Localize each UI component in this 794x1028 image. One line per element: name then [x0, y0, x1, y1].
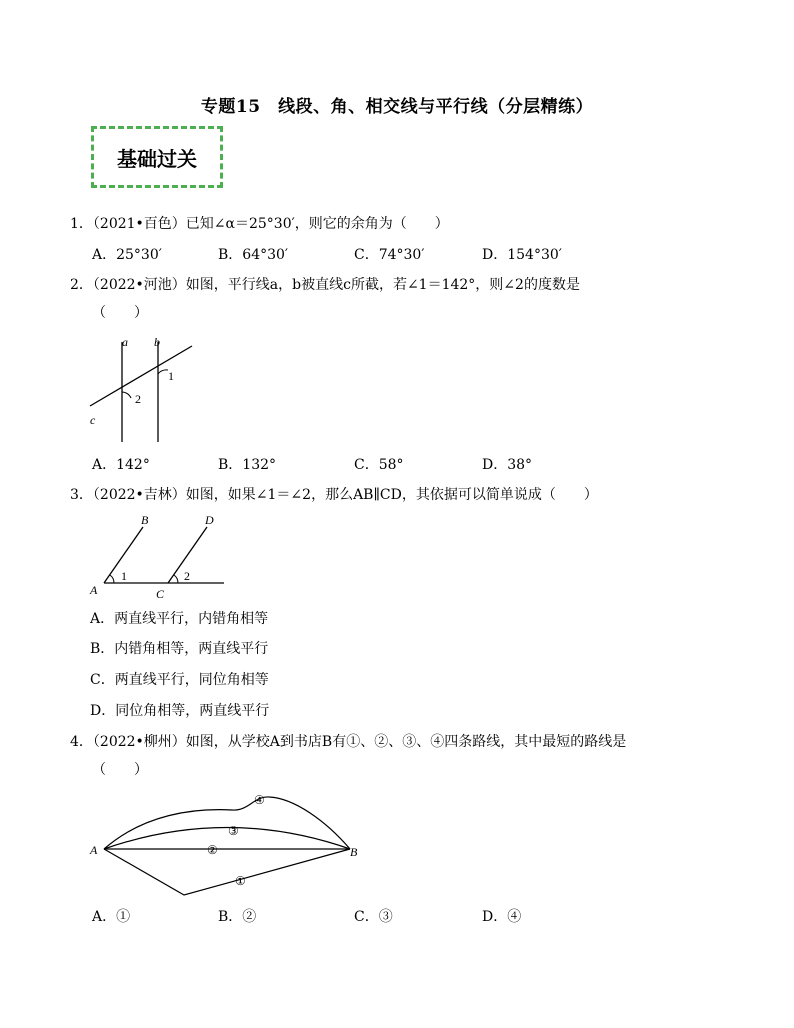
- question-4-paren: （ ）: [92, 762, 148, 778]
- q1-option-d[interactable]: D．154°30′: [482, 247, 562, 263]
- q2-option-a[interactable]: A．142°: [92, 457, 150, 473]
- q1-option-c[interactable]: C．74°30′: [354, 247, 425, 263]
- label-C: C: [156, 587, 165, 601]
- label-angle-1: 1: [168, 369, 174, 383]
- label-angle-1: 1: [121, 569, 127, 583]
- page-title: 专题15 线段、角、相交线与平行线（分层精练）: [200, 97, 594, 117]
- q4-figure: [84, 786, 374, 902]
- label-route-3: ③: [228, 824, 239, 838]
- label-A: A: [90, 583, 98, 597]
- label-angle-2: 2: [135, 392, 141, 406]
- label-B: B: [141, 513, 149, 527]
- label-a: a: [122, 335, 128, 349]
- transversal-c: [90, 346, 192, 406]
- q2-option-d[interactable]: D．38°: [482, 457, 533, 473]
- angle-2-arc: [122, 392, 131, 398]
- q1-option-a[interactable]: A．25°30′: [92, 247, 162, 263]
- q3-option-c[interactable]: C．两直线平行，同位角相等: [90, 672, 269, 688]
- q2-figure: [80, 332, 200, 444]
- label-angle-2: 2: [184, 569, 190, 583]
- q4-option-d[interactable]: D．④: [482, 909, 522, 925]
- label-A: A: [90, 843, 98, 857]
- angle-1-arc: [158, 370, 168, 374]
- q3-option-b[interactable]: B．内错角相等，两直线平行: [90, 641, 269, 657]
- question-3-text: 3．（2022•吉林）如图，如果∠1＝∠2，那么AB∥CD，其依据可以简单说成（ ）: [70, 487, 598, 503]
- label-route-1: ①: [235, 874, 246, 888]
- label-D: D: [205, 513, 214, 527]
- q4-option-b[interactable]: B．②: [218, 909, 257, 925]
- q3-figure: [86, 510, 231, 602]
- angle-1-arc: [110, 575, 114, 583]
- q4-option-c[interactable]: C．③: [354, 909, 393, 925]
- question-4-text: 4．（2022•柳州）如图，从学校A到书店B有①、②、③、④四条路线，其中最短的路线是: [70, 734, 627, 750]
- q2-option-c[interactable]: C．58°: [354, 457, 404, 473]
- label-B: B: [350, 845, 358, 859]
- route-3: [104, 828, 350, 850]
- q4-option-a[interactable]: A．①: [92, 909, 131, 925]
- label-route-2: ②: [207, 843, 218, 857]
- route-4: [104, 797, 350, 849]
- angle-2-arc: [174, 575, 178, 583]
- q3-option-d[interactable]: D．同位角相等，两直线平行: [90, 703, 270, 719]
- question-1-text: 1．（2021•百色）已知∠α＝25°30′，则它的余角为（ ）: [70, 216, 449, 232]
- q1-option-b[interactable]: B．64°30′: [218, 247, 289, 263]
- q3-option-a[interactable]: A．两直线平行，内错角相等: [90, 611, 269, 627]
- label-route-4: ④: [254, 793, 265, 807]
- label-b: b: [154, 335, 160, 349]
- section-badge: 基础过关: [91, 126, 223, 188]
- question-2-paren: （ ）: [92, 305, 148, 321]
- q2-option-b[interactable]: B．132°: [218, 457, 277, 473]
- question-2-text: 2．（2022•河池）如图，平行线a，b被直线c所截，若∠1＝142°，则∠2的度数是: [70, 277, 580, 293]
- label-c: c: [90, 413, 96, 427]
- route-1: [104, 849, 350, 895]
